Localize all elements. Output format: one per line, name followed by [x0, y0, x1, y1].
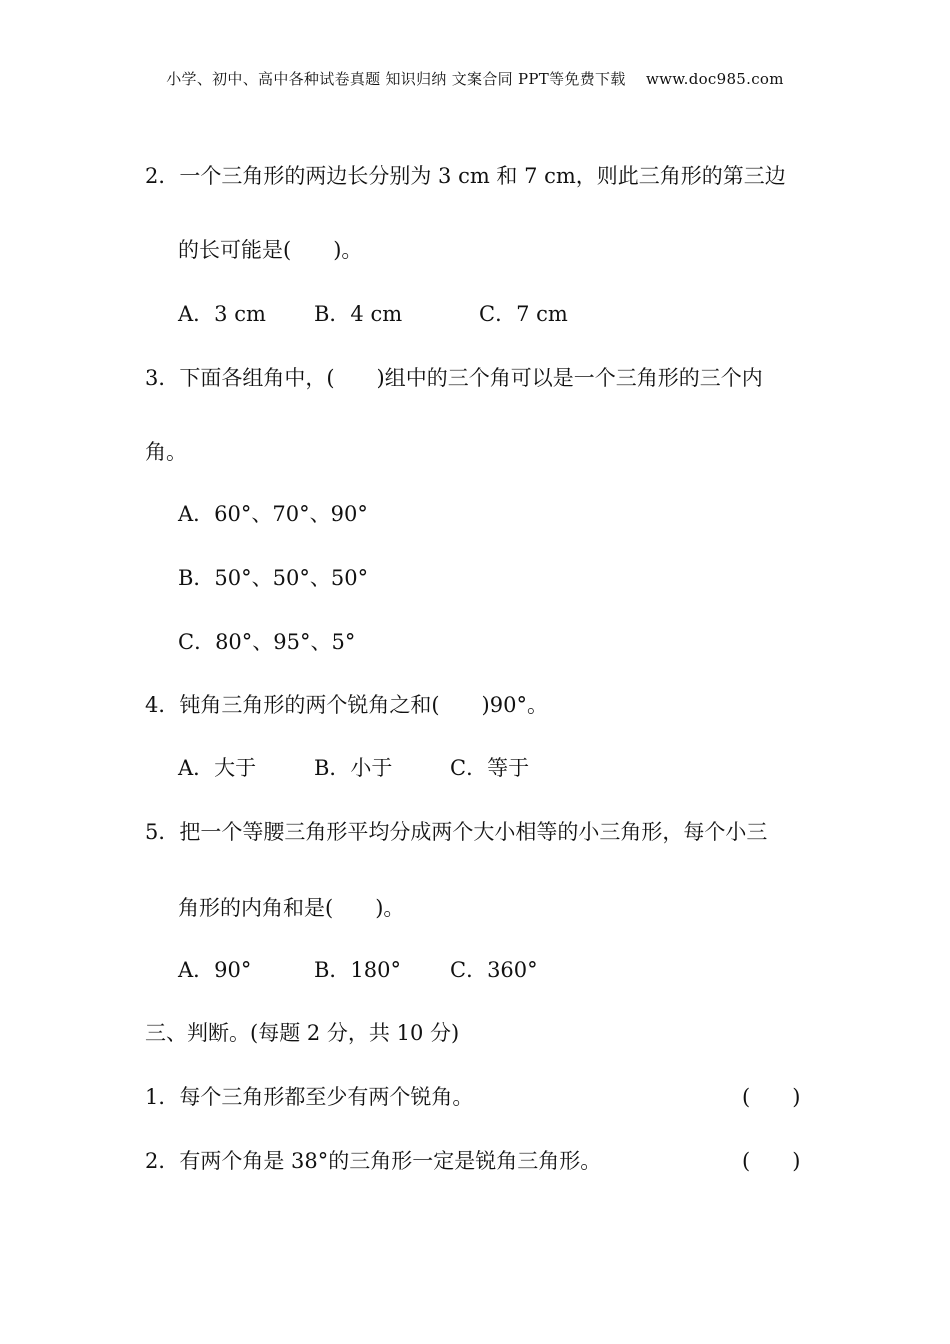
section3-title: 三、判断。(每题 2 分，共 10 分): [145, 1021, 460, 1045]
q3-option-c: C．80°、95°、5°: [178, 630, 356, 654]
q4-option-b: B．小于: [314, 756, 393, 780]
q4-line1: 4．钝角三角形的两个锐角之和( )90°。: [145, 693, 548, 717]
q3-line1: 3．下面各组角中，( )组中的三个角可以是一个三角形的三个内: [145, 366, 763, 390]
q5-option-b: B．180°: [314, 958, 402, 982]
q5-line2: 角形的内角和是( )。: [178, 896, 405, 920]
q3-line2: 角。: [145, 440, 187, 464]
q5-option-a: A．90°: [178, 958, 252, 982]
q5-option-c: C．360°: [450, 958, 538, 982]
page-header: 小学、初中、高中各种试卷真题 知识归纳 文案合同 PPT等免费下载 www.doc985.com: [166, 70, 784, 88]
q3-option-a: A．60°、70°、90°: [178, 502, 368, 526]
q2-line1: 2．一个三角形的两边长分别为 3 cm 和 7 cm，则此三角形的第三边: [145, 164, 786, 188]
tf-item-2-text: 2．有两个角是 38°的三角形一定是锐角三角形。: [145, 1149, 602, 1173]
q5-line1: 5．把一个等腰三角形平均分成两个大小相等的小三角形，每个小三: [145, 820, 768, 844]
tf-item-2-answer-blank[interactable]: ( ): [742, 1149, 801, 1173]
q2-option-b: B．4 cm: [314, 302, 403, 326]
q4-option-c: C．等于: [450, 756, 530, 780]
tf-item-1-text: 1．每个三角形都至少有两个锐角。: [145, 1085, 474, 1109]
q4-option-a: A．大于: [178, 756, 257, 780]
q2-option-a: A．3 cm: [178, 302, 266, 326]
tf-item-1-answer-blank[interactable]: ( ): [742, 1085, 801, 1109]
q2-line2: 的长可能是( )。: [178, 238, 363, 262]
q2-option-c: C．7 cm: [479, 302, 568, 326]
q3-option-b: B．50°、50°、50°: [178, 566, 369, 590]
